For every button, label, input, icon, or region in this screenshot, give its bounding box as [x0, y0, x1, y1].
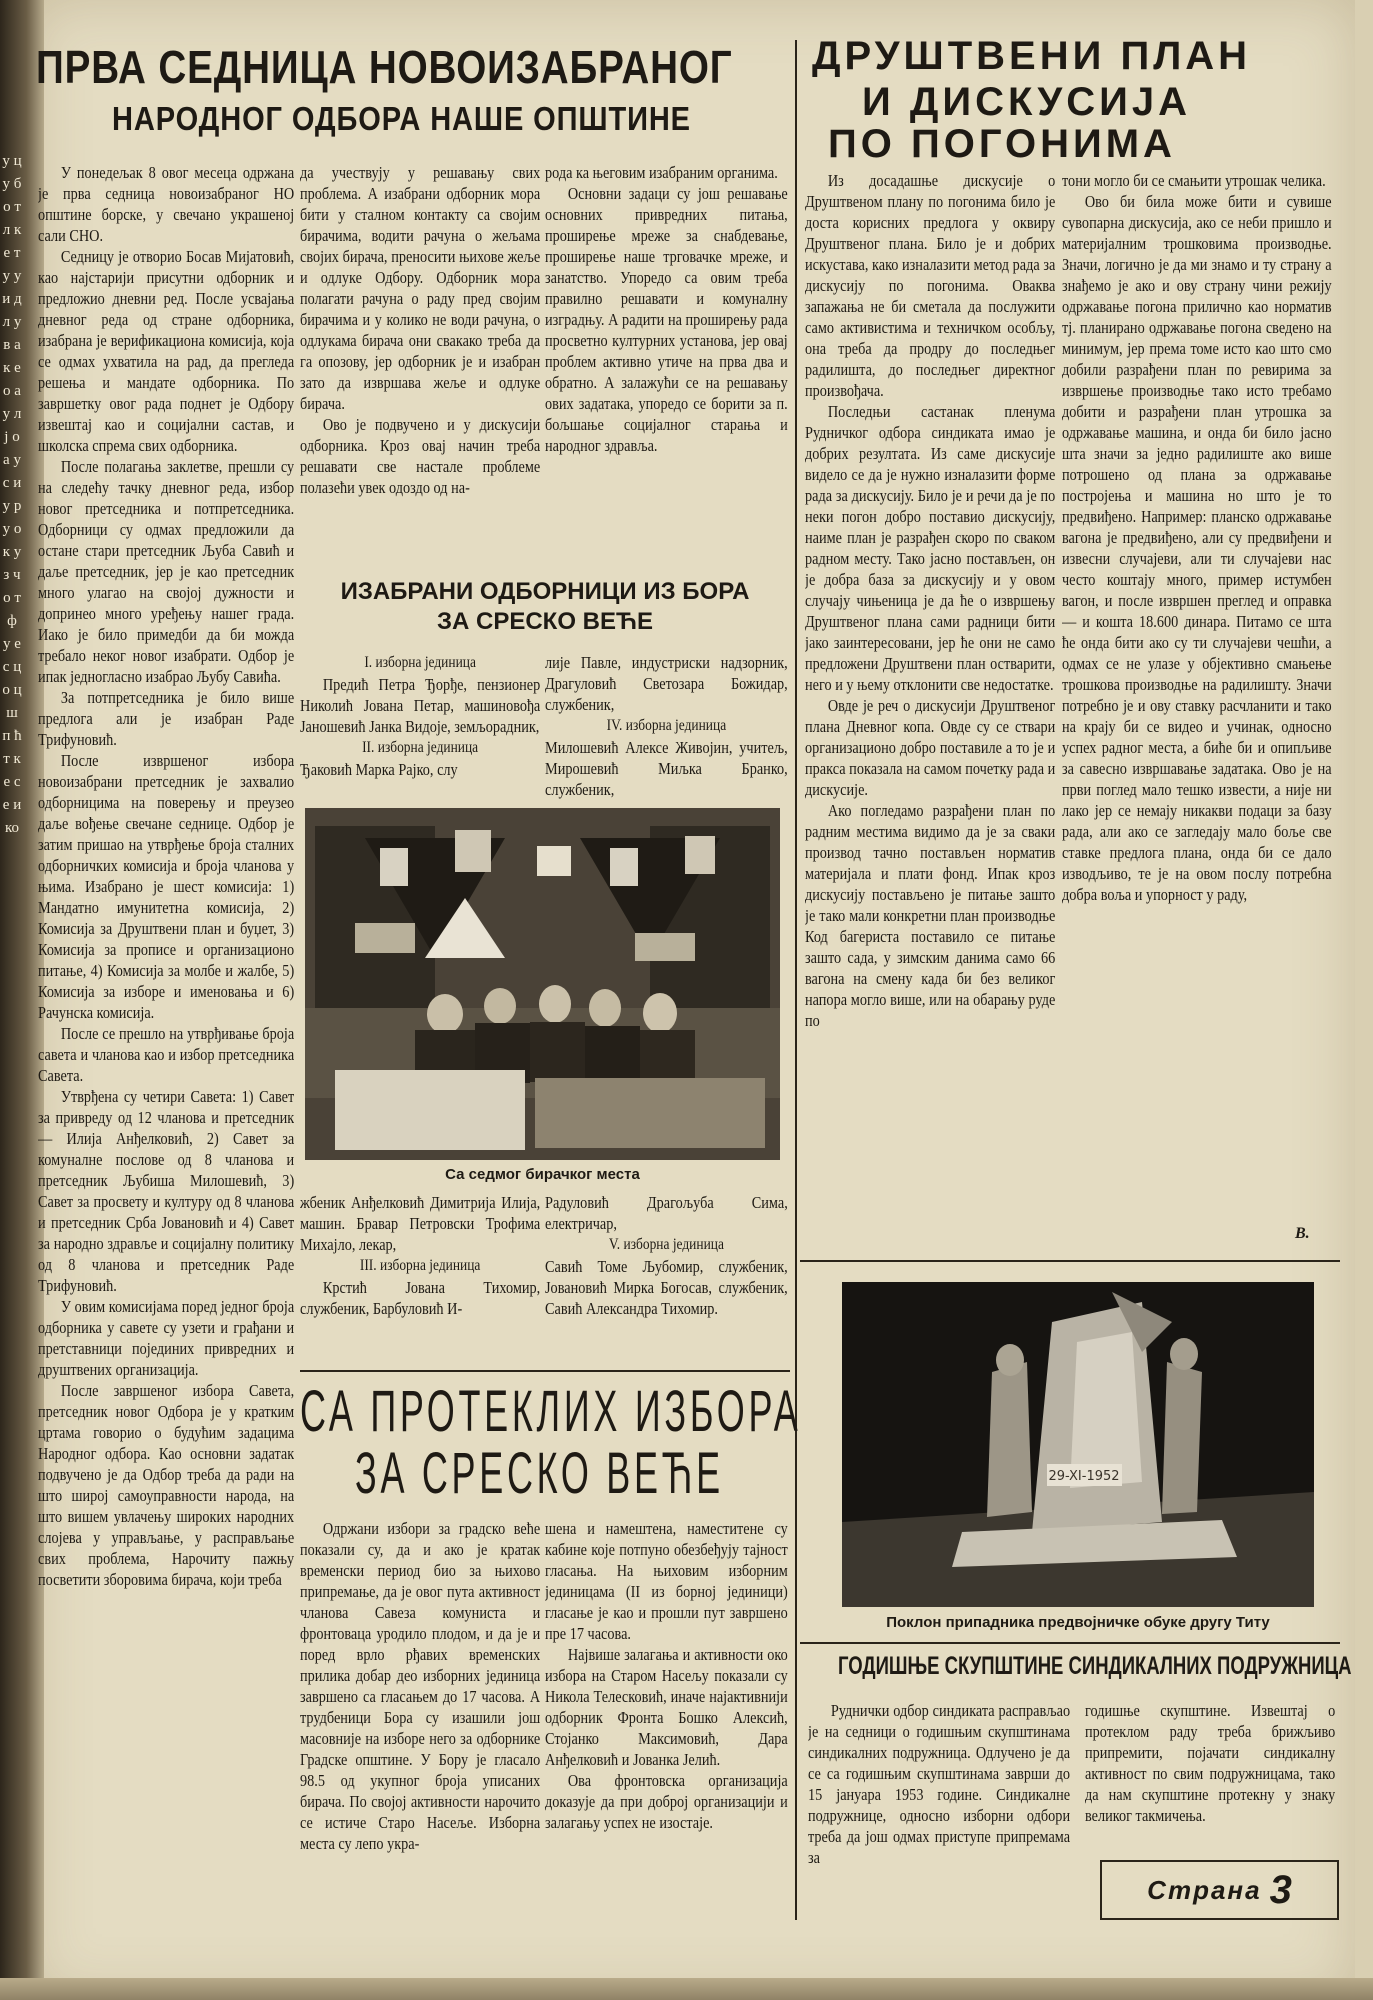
- paragraph: Утврђена су четири Савета: 1) Савет за привреду од 12 чланова и претседник — Илија Анђелковић, 2) Савет за комуналне послове од 8 чланова и претседник Љубиша Милошевић, 3) Савет за просвету и културу од 8 чланова и претседник Срба Јовановић и 4) Савет за народно здравље и социјалну политику од 8 чланова и претседник Раде Трифуновић.: [38, 1087, 294, 1295]
- photo-caption: Поклон припадника предвојничке обуке другу Титу: [886, 1614, 1270, 1631]
- unit-heading: I. изборна јединица: [364, 654, 476, 671]
- paragraph: рода ка његовим изабраним органима.: [545, 163, 778, 182]
- elected-top-left: [300, 652, 540, 802]
- paragraph: лије Павле, индустриски надзорник, Драгуловић Светозара Божидар, службеник,: [545, 653, 788, 714]
- paragraph: жбеник Анђелковић Димитрија Илија, машин. Бравар Петровски Трофима Михајло, лекар,: [300, 1193, 540, 1254]
- plate-text: 29-XI-1952: [1048, 1469, 1120, 1484]
- paragraph: шена и намештена, наместитене су кабине које потпуно обезбеђују тајност гласања. На њиховим изборним јединицама (II из борној јединици) гласање је као и прошли пут завршено пре 17 часова.: [545, 1519, 788, 1643]
- izbori-column-1: [300, 1518, 540, 1923]
- paragraph: Овде је реч о дискусији Друштвеног плана Дневног копа. Овде су се ствари организационо добро поставиле а то је и пракса показала на самом почетку рада и дискусије.: [805, 696, 1055, 799]
- sindikat-column-2: [1085, 1700, 1335, 1850]
- paragraph: Савић Томе Љубомир, службеник, Јовановић Мирка Богосав, службеник, Савић Александра Тихомир.: [545, 1257, 788, 1318]
- paragraph: Предић Петра Ђорђе, пензионер Николић Јована Петар, машиновођа Јаношевић Јанка Видоје, земљорадник,: [300, 675, 540, 736]
- izbori-title-2: ЗА СРЕСКО ВЕЋЕ: [355, 1441, 724, 1506]
- paragraph: После извршеног избора новоизабрани претседник је захвалио одборницима на поверењу и преузео даље вођење свечане седнице. Одбор је затим пришао на утврђење броја сталних одборничких комисија и броја чланова у њима. Изабрано је шест комисија: 1) Мандатно имунитетна комисија, 2) Комисија за Друштвени план и буџет, 3) Комисија за прописе и организационо питање, 4) Комисија за молбе и жалбе, 5) Комисија за изборе и именовања и 6) Рачунска комисија.: [38, 751, 294, 1022]
- column-rule: [795, 40, 797, 1920]
- photo-polling-station: [305, 808, 780, 1160]
- paragraph: У понедељак 8 овог месеца одржана је прва седница новоизабраног НО општине борске, у свечано украшеној сали СНО.: [38, 163, 294, 245]
- unit-heading: V. изборна јединица: [608, 1236, 724, 1253]
- paragraph: Руднички одбор синдиката расправљао је на седници о годишњим скупштинама синдикалних подружница. Одлучено је да се са годишњим скупштинама заврши до 15 јануара 1953 године. Синдикалне подружнице, односно изборни одбори треба да још одмах приступе припремама за: [808, 1701, 1070, 1867]
- paragraph: После полагања заклетве, прешли су на следећу тачку дневног реда, избор новог претседника и потпретседника. Одборници су одмах предложили да остане стари претседник Љуба Савић и даље претседник, јер је као претседник много улагао на својој дужности и допринео много уређењу нашег града. Иако је било примедби да би можда требало неког новог изабрати. Одбор је ипак једногласно изабрао Љубу Савића.: [38, 457, 294, 686]
- paragraph: Крстић Јована Тихомир, службеник, Барбуловић И-: [300, 1278, 540, 1318]
- photo-gift-tito: [842, 1282, 1314, 1607]
- headline-right-3: ПО ПОГОНИМА: [828, 122, 1176, 166]
- paragraph: После се прешло на утврђивање броја савета и чланова као и избор претседника Савета.: [38, 1024, 294, 1085]
- elected-top-right: [545, 652, 788, 802]
- headline-right-2: И ДИСКУСИЈА: [862, 80, 1192, 124]
- paragraph: Основни задаци су још решавање основних привредних питања, проширење мреже за снабдевање, проширење наше трговачке мреже, и занатство. Упоредо са овим треба правилно решавати и комуналну изградњу. А радити на проширењу рада просветно културних установа, јер овај проблем активно утиче на прва два и обратно. А залажући се на решавању ових задатака, упоредо се борити за п. бољшање социјалног старања и народног здравља.: [545, 184, 788, 455]
- paragraph: Седницу је отворио Босав Мијатовић, као најстарији присутни одборник и предложио дневни ред. После усвајања дневног реда од стране одборника, изабрана је верификациона комисија, која се одмах ухватила на рад, да прегледа решења и мандате одборника. По завршетку овог рада поднет је Одбору извештај као и социјални састав, и школска спрема свих одборника.: [38, 247, 294, 455]
- headline-right-1: ДРУШТВЕНИ ПЛАН: [812, 34, 1252, 78]
- unit-heading: IV. изборна јединица: [606, 717, 727, 734]
- paragraph: Одржани избори за градско веће показали су, да и ако је кратак временски период био за њихово припремање, да је овог пута активност чланова Савеза комуниста и фронтоваца уродило плодом, и да је и поред врло рђавих временских прилика добар део изборних јединица завршено са гласањем до 17 часова. А трудбеници Бора су изашили још масовније на изборе него за одборнике Градске општине. У Бору је гласало 98.5 од укупног броја уписаних бирача. По својој активности нарочито се истиче Старо Насеље. Изборна места су лепо укра-: [300, 1519, 540, 1853]
- headline-left-2: НАРОДНОГ ОДБОРА НАШЕ ОПШТИНЕ: [112, 100, 691, 137]
- page-number-box: [1100, 1860, 1339, 1920]
- paragraph: Ово би била може бити и сувише сувопарна дискусија, ако се неби пришло и материјалним трошковима производње. Значи, логично је да ми знамо и ту страну а знађемо је ако и ову страну чини режију одржавање погона прилично као норматив тј. планирано одржавање погона сведено на минимум, јер према томе исто као што смо добили разрађени план по ревирима за извршење производње тако исто требамо добити и разрађени план утрошка за одржавање машина, и онда би било јасно шта значи за једно радилиште ако више потрошено од плана за одржавање постројења и машина но што је то предвиђено. Например: планско одржавање вагона је предвиђено, али су предвиђени и извесни случајеви, али ти случајеви нас често коштају много, пример истумбен вагон, и после извршен преглед и оправка — и кошта 18.600 динара. Питамо се шта ће онда бити ако су ти случајеви чешћи, а одмах се не улазе у објективно смањење трошкова производње на радилишту. Значи потребно је и ову ставку расчланити и тако на крају би се видео и учинак, односно успех радног места, а биће би и опипљиве за савесно извршавање задатака. Ово је на први поглед мало тешко извести, а није ни лако јер се немају никакви подаци за базу рада, али ако се загледају мало боље све ставке предлога плана, онда би се дало изводљиво, те је на овом послу потребна добра воља и упорност у раду,: [1062, 192, 1332, 904]
- paragraph: У овим комисијама поред једног броја одборника у савете су узети и грађани и претставници појединих привредних и друштвених организација.: [38, 1297, 294, 1379]
- izbori-column-2: [545, 1518, 788, 1923]
- paragraph: Из досадашње дискусије о Друштвеном плану по погонима било је доста корисних предлога у оквиру Друштвеног плана. Било је и добрих искустава, како изналазити метод рада за дискусију по погонима. Оваква запажања не би сметала да послужити само активистима и техничком особљу, она треба да продру до последњег радилишта, до последњег директног произвођача.: [805, 171, 1055, 400]
- paragraph: годишње скупштине. Извештај о протеклом раду треба брижљиво припремити, појачати синдикалну активност по свим подружницама, тако да нам скупштине протекну у знаку великог такмичења.: [1085, 1701, 1335, 1825]
- page-bottom-edge: [0, 1978, 1373, 2000]
- elected-bottom-left: [300, 1192, 540, 1342]
- paragraph: Милошевић Алексе Живојин, учитељ, Мирошевић Миљка Бранко, службеник,: [545, 738, 788, 799]
- izbori-title-1: СА ПРОТЕКЛИХ ИЗБОРА: [300, 1379, 802, 1444]
- headline-left-1: ПРВА СЕДНИЦА НОВОИЗАБРАНОГ: [36, 41, 733, 93]
- plan-column-2: [1062, 170, 1332, 1230]
- paragraph: да учествују у решавању свих проблема. А изабрани одборник мора бити у сталном контакту са својим бирачима, водити рачуна о жељама својих бирача, преносити њихове жеље и одлуке Одбору. Одборник мора полагати рачуна о раду пред својим бирачима и у колико не води рачуна, о одлукама бирача они свакако треба да га опозову, јер одборник је и изабран зато да извршава жеље и одлуке бирача.: [300, 163, 540, 413]
- photo-caption: Са седмог бирачког места: [445, 1166, 640, 1183]
- elected-bottom-right: [545, 1192, 788, 1342]
- plan-column-1: [805, 170, 1055, 1260]
- section-rule: [800, 1260, 1340, 1262]
- paragraph: Ђаковић Марка Рајко, слу: [300, 760, 458, 779]
- paragraph: Радуловић Драгољуба Сима, електричар,: [545, 1193, 788, 1233]
- paragraph: За потпретседника је било више предлога али је изабран Раде Трифуновић.: [38, 688, 294, 749]
- paragraph: Ова фронтовска организација доказује да при добрoj организацији и залагању успех не изостаје.: [545, 1771, 788, 1832]
- sednica-column-2: [300, 162, 540, 552]
- paragraph: Ако погледамо разрађени план по радним местима видимо да је за сваки производ тачно постављен норматив материјала и плати фонд. Ипак кроз дискусију постављено је питање зашто је тако мали конкретни план производње Код багериста поставило се питање зашто сада, у зимским данима само 66 вагона на смену када би без великог напора могло више, или на обарању руде по: [805, 801, 1055, 1030]
- paragraph: тони могло би се смањити утрошак челика.: [1062, 171, 1326, 190]
- previous-page-fragment: у ц у б о т л к е т у у и д л у в а к е о а у л ј о а у с и у р у о к у з ч о т ф у е с ц о ц ш п ћ т к е с е и ко: [2, 153, 22, 836]
- paragraph: Највише залагања и активности око избора на Старом Насељу показали су Никола Телесковић, иначе најактивнији одборник Фронта Бошко Алексић, Стојанко Максимовић, Дара Анђелковић и Јованка Јелић.: [545, 1645, 788, 1769]
- sindikat-title: ГОДИШЊЕ СКУПШТИНЕ СИНДИКАЛНИХ ПОДРУЖНИЦА: [838, 1652, 1352, 1680]
- unit-heading: II. изборна јединица: [362, 739, 479, 756]
- elected-title-2: ЗА СРЕСКО ВЕЋЕ: [436, 608, 654, 635]
- section-rule: [300, 1370, 790, 1372]
- elected-title-1: ИЗАБРАНИ ОДБОРНИЦИ ИЗ БОРА: [340, 578, 750, 605]
- paragraph: Последњи састанак пленума Рудничког одбора синдиката имао је добрих резултата. Из саме дискусије видело се да је нужно изналазити форме рада за дискусију. Било је и речи да је по неки погон добро поставио дискусију, наиме план је разрађен скоро по сваком радном месту. Тако јасно постављен, он је добра база за дискусију и у овом случају чињеница је да ће о извршењу Друштвеног плана сами радници бити јако заинтересовани, јер ће они не само предложени Друштвени план остварити, него и у њему отклонити све недостатке.: [805, 402, 1055, 694]
- paragraph: После завршеног избора Савета, претседник новог Одбора је у кратким цртама говорио о будућим задацима Народног одбора. Као основни задатак подвучено је да Одбор треба да ради на што широј самоуправности народа, на што вишем увлачењу широких народних слојева у управљање, у расправљање свих проблема, Нарочиту пажњу посветити зборовима бирача, који треба: [38, 1381, 294, 1589]
- author-signature: В.: [1295, 1225, 1310, 1242]
- sednica-column-3: [545, 162, 788, 552]
- sednica-column-1: [38, 162, 294, 1922]
- section-rule: [800, 1642, 1340, 1644]
- unit-heading: III. изборна јединица: [359, 1257, 481, 1274]
- page-label: Страна: [1147, 1874, 1262, 1905]
- page-number: 3: [1269, 1867, 1292, 1912]
- sindikat-column-1: [808, 1700, 1070, 1930]
- paragraph: Ово је подвучено и у дискусији одборника. Кроз овај начин треба решавати све настале проблеме полазећи увек одоздо од на-: [300, 415, 540, 497]
